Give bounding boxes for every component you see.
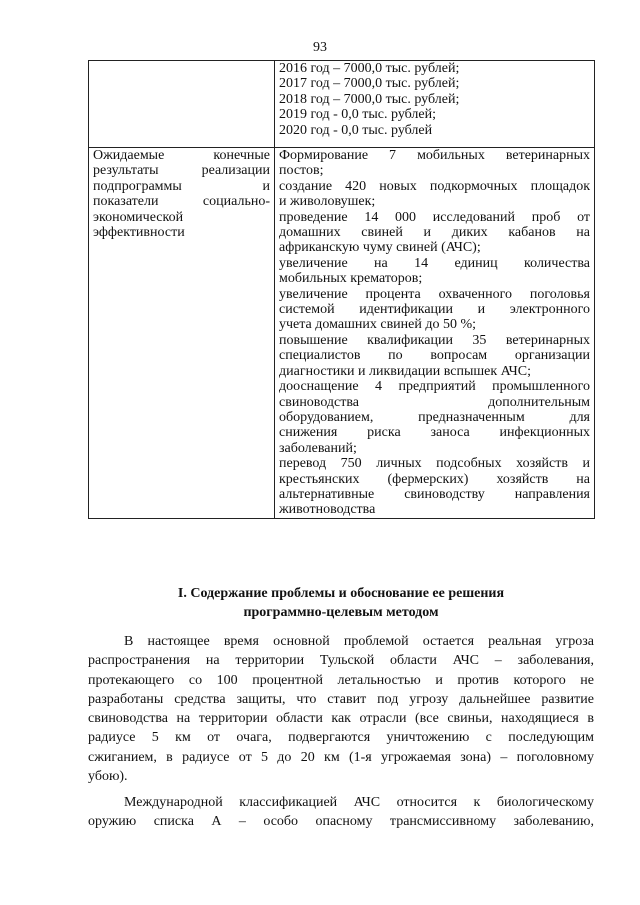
paragraph-line: свиноводства на территории области как отрасли (все свиньи, находящиеся в [88,711,594,727]
results-label-line: подпрограммы и [93,178,270,194]
funding-line: 2020 год - 0,0 тыс. рублей [279,122,433,138]
results-line: домашних свиней и диких кабанов на [279,225,590,241]
results-line: увеличение на 14 единиц количества [279,255,590,271]
results-line: увеличение процента охваченного поголовья [279,286,590,302]
results-line: системой идентификации и электронного [279,302,590,318]
results-line: перевод 750 личных подсобных хозяйств и [279,456,590,472]
results-line: учета домашних свиней до 50 %; [279,317,477,333]
section-heading-line: программно-целевым методом [243,605,439,620]
results-row [89,148,595,519]
paragraph-classification [88,793,594,832]
paragraph-line: сжиганием, в радиусе от 5 до 20 км (1-я угрожаемая зона) – поголовному [88,749,594,765]
passport-table [88,60,595,519]
paragraph-threat [88,632,594,786]
results-line: и живоловушек; [279,194,376,210]
section-heading-line: I. Содержание проблемы и обоснование ее решения [177,586,505,601]
funding-cell [275,61,595,148]
results-label-line: эффективности [93,225,185,241]
paragraph-line: распространения на территории Тульской области АЧС – заболевания, [88,653,594,669]
funding-line: 2017 год – 7000,0 тыс. рублей; [279,76,460,92]
paragraph-line: убою). [88,769,128,785]
paragraph-line: оружию списка А – особо опасному трансмиссивному заболеванию, [88,814,594,830]
results-label-line: показатели социально- [93,194,270,210]
results-label-line: экономической [93,209,184,225]
results-line: альтернативные свиноводству направления [279,486,590,502]
results-line: специалистов по вопросам организации [279,348,590,364]
funding-line: 2016 год – 7000,0 тыс. рублей; [279,61,460,76]
results-label-line: результаты реализации [93,163,270,179]
paragraph-line: В настоящее время основной проблемой остается реальная угроза [124,634,594,649]
results-line: свиноводства дополнительным [279,394,590,410]
paragraph-line: разработаны средства защиты, что ставит под угрозу дальнейшее развитие [88,691,594,707]
results-label-cell [89,148,275,519]
results-line: диагностики и ликвидации вспышек АЧС; [279,363,531,379]
results-label-line: Ожидаемые конечные [93,148,270,163]
results-line: постов; [279,163,324,179]
results-line: дооснащение 4 предприятий промышленного [279,379,590,395]
section-heading [88,584,594,622]
page-number: 93 [313,40,327,55]
funding-row [89,61,595,148]
results-line: заболеваний; [279,440,357,456]
results-line: Формирование 7 мобильных ветеринарных [279,148,590,163]
results-line: проведение 14 000 исследований проб от [279,209,590,225]
funding-line: 2018 год – 7000,0 тыс. рублей; [279,91,460,107]
results-line: повышение квалификации 35 ветеринарных [279,332,590,348]
funding-label-cell [89,61,275,148]
paragraph-line: Международной классификацией АЧС относится к биологическому [124,795,594,810]
results-line: мобильных крематоров; [279,271,423,287]
results-line: африканскую чуму свиней (АЧС); [279,240,481,256]
results-line: оборудованием, предназначенным для [279,409,590,425]
results-line: крестьянских (фермерских) хозяйств на [279,471,590,487]
results-line: снижения риска заноса инфекционных [279,425,590,441]
paragraph-line: радиусе 5 км от очага, подвергаются уничтожению с последующим [88,730,594,746]
results-line: животноводства [279,502,376,518]
results-cell [275,148,595,519]
results-line: создание 420 новых подкормочных площадок [279,178,590,194]
paragraph-line: протекающего со 100 процентной летальностью и против которого не [88,672,594,688]
funding-line: 2019 год - 0,0 тыс. рублей; [279,107,437,123]
